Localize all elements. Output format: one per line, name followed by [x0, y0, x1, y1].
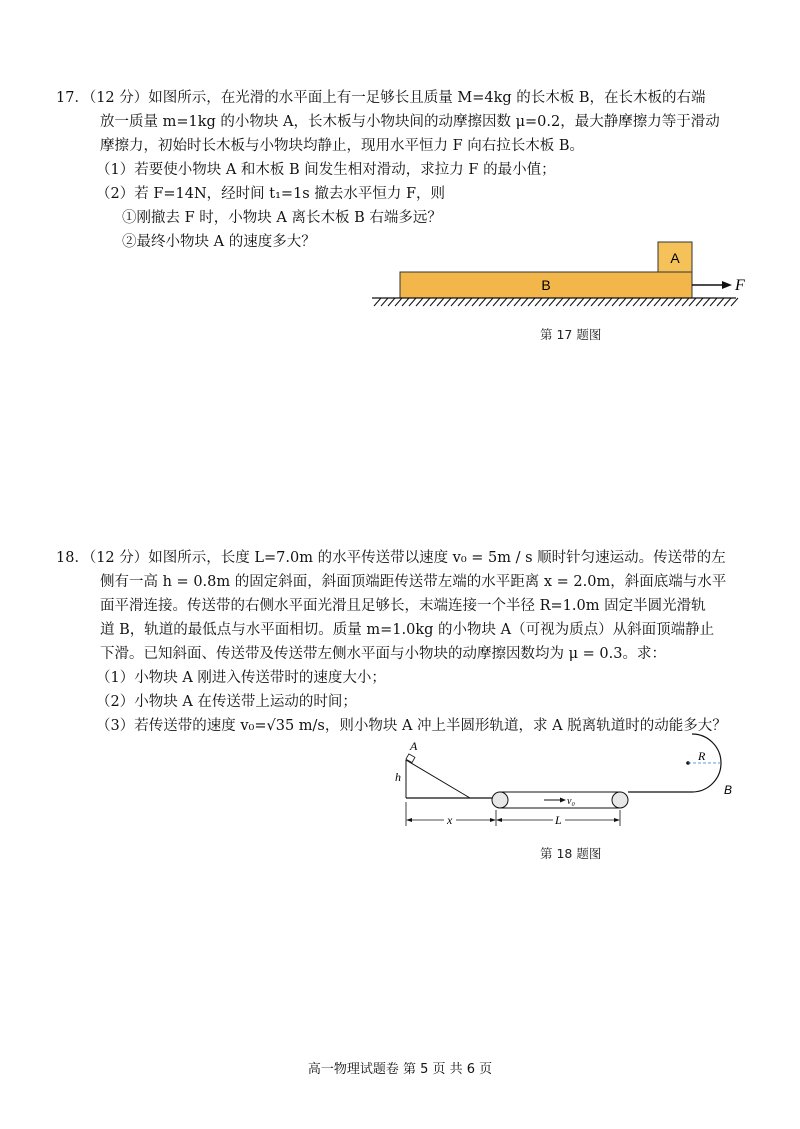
q17-part-2-sub-2: ②最终小物块 A 的速度多大？: [122, 234, 316, 250]
hatch-mark: [710, 298, 717, 306]
hatch-mark: [479, 298, 486, 306]
hatch-mark: [731, 298, 738, 306]
belt-pulley-right: [612, 792, 628, 808]
hatch-mark: [661, 298, 668, 306]
semicircle-track: [692, 734, 721, 792]
hatch-mark: [619, 298, 626, 306]
hatch-mark: [514, 298, 521, 306]
force-label: F: [735, 277, 745, 294]
hatch-mark: [458, 298, 465, 306]
hatch-mark: [668, 298, 675, 306]
hatch-mark: [542, 298, 549, 306]
hatch-mark: [416, 298, 423, 306]
q18-line-1: 18．（12 分）如图所示，长度 L=7.0m 的水平传送带以速度 v₀ = 5m / s 顺时针匀速运动。传送带的左: [56, 550, 726, 566]
hatch-mark: [535, 298, 542, 306]
hatch-mark: [633, 298, 640, 306]
hatch-mark: [563, 298, 570, 306]
hatch-mark: [584, 298, 591, 306]
q17-line-1: 17．（12 分）如图所示，在光滑的水平面上有一足够长且质量 M=4kg 的长木板 B，在长木板的右端: [56, 90, 706, 106]
hatch-mark: [374, 298, 381, 306]
q18-part-1: （1）小物块 A 刚进入传送带时的速度大小；: [96, 670, 386, 686]
hatch-mark: [486, 298, 493, 306]
hatch-mark: [500, 298, 507, 306]
label-h: h: [395, 770, 401, 784]
hatch-mark: [724, 298, 731, 306]
hatch-mark: [444, 298, 451, 306]
figure-17: [360, 236, 760, 316]
hatch-mark: [703, 298, 710, 306]
hatch-mark: [521, 298, 528, 306]
hatch-mark: [689, 298, 696, 306]
q17-line-3: 摩擦力，初始时长木板与小物块均静止，现用水平恒力 F 向右拉长木板 B。: [100, 138, 585, 154]
label-l: L: [555, 813, 562, 827]
hatch-mark: [570, 298, 577, 306]
hatch-mark: [605, 298, 612, 306]
q18-line-2: 侧有一高 h = 0.8m 的固定斜面，斜面顶端距传送带左端的水平距离 x = 2.0m，斜面底端与水平: [100, 574, 727, 590]
ground-hatch: [374, 298, 738, 306]
hatch-mark: [640, 298, 647, 306]
hatch-mark: [591, 298, 598, 306]
hatch-mark: [451, 298, 458, 306]
hatch-mark: [675, 298, 682, 306]
q17-part-1: （1）若要使小物块 A 和木板 B 间发生相对滑动，求拉力 F 的最小值；: [96, 162, 556, 178]
page-footer: 高一物理试题卷 第 5 页 共 6 页: [307, 1062, 493, 1077]
label-a: A: [410, 739, 418, 753]
q17-line-2: 放一质量 m=1kg 的小物块 A，长木板与小物块间的动摩擦因数 μ=0.2，最大静摩擦力等于滑动: [100, 114, 720, 130]
figure-18-caption: 第 18 题图: [540, 846, 602, 861]
hatch-mark: [465, 298, 472, 306]
q18-line-4: 道 B，轨道的最低点与水平面相切。质量 m=1.0kg 的小物块 A（可视为质点）从斜面顶端静止: [100, 622, 715, 638]
hatch-mark: [437, 298, 444, 306]
figure-17-caption: 第 17 题图: [540, 327, 602, 342]
hatch-mark: [528, 298, 535, 306]
hatch-mark: [381, 298, 388, 306]
q18-part-3: （3）若传送带的速度 v₀=√35 m/s，则小物块 A 冲上半圆形轨道，求 A 脱离轨道时的动能多大？: [96, 718, 727, 734]
hatch-mark: [696, 298, 703, 306]
hatch-mark: [647, 298, 654, 306]
hatch-mark: [549, 298, 556, 306]
hatch-mark: [626, 298, 633, 306]
figure-18: [392, 730, 752, 830]
hatch-mark: [402, 298, 409, 306]
block-a-label: A: [670, 250, 680, 266]
hatch-mark: [493, 298, 500, 306]
dim-l-arrow-left: [496, 818, 502, 822]
label-v0: v₀: [567, 796, 575, 807]
dim-l-arrow-right: [614, 818, 620, 822]
label-r: R: [698, 749, 706, 763]
hatch-mark: [577, 298, 584, 306]
v0-arrowhead: [560, 798, 566, 803]
question-18: [56, 546, 756, 738]
hatch-mark: [430, 298, 437, 306]
hatch-mark: [507, 298, 514, 306]
q17-part-2: （2）若 F=14N，经时间 t₁=1s 撤去水平恒力 F，则: [96, 186, 446, 202]
hatch-mark: [717, 298, 724, 306]
hatch-mark: [654, 298, 661, 306]
hatch-mark: [423, 298, 430, 306]
question-17: [56, 86, 756, 254]
q18-part-2: （2）小物块 A 在传送带上运动的时间；: [96, 694, 357, 710]
dim-x-arrow-right: [490, 818, 496, 822]
hatch-mark: [682, 298, 689, 306]
hatch-mark: [409, 298, 416, 306]
hatch-mark: [388, 298, 395, 306]
hatch-mark: [556, 298, 563, 306]
hatch-mark: [472, 298, 479, 306]
q18-line-5: 下滑。已知斜面、传送带及传送带左侧水平面与小物块的动摩擦因数均为 μ = 0.3。求：: [100, 646, 666, 662]
label-x: x: [447, 813, 453, 827]
label-b: B: [724, 783, 733, 797]
q17-part-2-sub-1: ①刚撤去 F 时，小物块 A 离长木板 B 右端多远？: [122, 210, 442, 226]
force-arrowhead: [722, 281, 732, 289]
hatch-mark: [395, 298, 402, 306]
belt-pulley-left: [492, 792, 508, 808]
hatch-mark: [598, 298, 605, 306]
dim-x-arrow-left: [406, 818, 412, 822]
board-b-label: B: [541, 277, 551, 293]
incline-slope: [406, 760, 470, 798]
q18-line-3: 面平滑连接。传送带的右侧水平面光滑且足够长，末端连接一个半径 R=1.0m 固定半圆光滑轨: [100, 598, 706, 614]
hatch-mark: [612, 298, 619, 306]
